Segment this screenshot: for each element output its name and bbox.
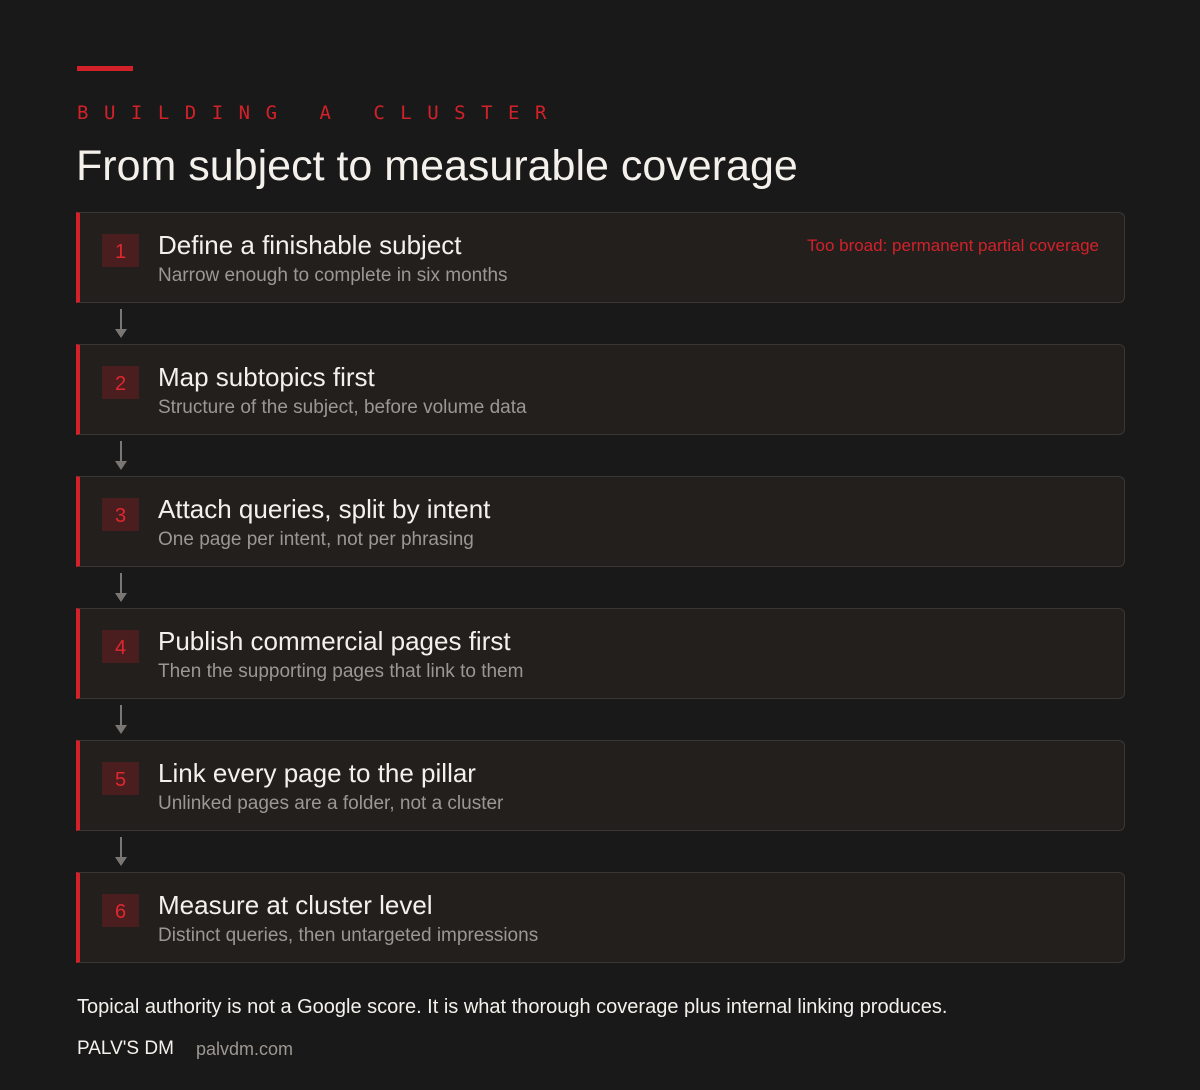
- step-subtitle: One page per intent, not per phrasing: [158, 529, 474, 550]
- step-title: Attach queries, split by intent: [158, 494, 491, 524]
- step-subtitle: Unlinked pages are a folder, not a cluster: [158, 793, 504, 814]
- step-card-6: [76, 872, 1125, 963]
- step-title: Map subtopics first: [158, 362, 375, 392]
- step-card-5: [76, 740, 1125, 831]
- step-number-badge: 3: [102, 498, 139, 531]
- footer-statement: Topical authority is not a Google score. It is what thorough coverage plus internal linking produces.: [77, 996, 948, 1018]
- step-number-badge: 4: [102, 630, 139, 663]
- step-subtitle: Distinct queries, then untargeted impressions: [158, 925, 539, 946]
- down-arrow-icon: [76, 303, 1125, 344]
- step-number-badge: 6: [102, 894, 139, 927]
- page-title: From subject to measurable coverage: [76, 142, 798, 190]
- step-number-badge: 5: [102, 762, 139, 795]
- step-title: Link every page to the pillar: [158, 758, 476, 788]
- step-warning-note: Too broad: permanent partial coverage: [806, 236, 1099, 255]
- down-arrow-icon: [76, 699, 1125, 740]
- down-arrow-icon: [76, 567, 1125, 608]
- step-title: Define a finishable subject: [158, 230, 462, 260]
- step-card-1: [76, 212, 1125, 303]
- step-title: Measure at cluster level: [158, 890, 433, 920]
- step-flow: [76, 212, 1125, 963]
- step-card-3: [76, 476, 1125, 567]
- eyebrow-label: BUILDING A CLUSTER: [77, 102, 562, 124]
- step-card-2: [76, 344, 1125, 435]
- step-number-badge: 1: [102, 234, 139, 267]
- down-arrow-icon: [76, 831, 1125, 872]
- accent-bar: [77, 66, 133, 71]
- step-subtitle: Narrow enough to complete in six months: [158, 265, 508, 286]
- brand-name: PALV'S DM: [77, 1038, 174, 1059]
- site-url: palvdm.com: [196, 1039, 294, 1059]
- step-subtitle: Then the supporting pages that link to them: [158, 661, 524, 682]
- step-number-badge: 2: [102, 366, 139, 399]
- step-title: Publish commercial pages first: [158, 626, 511, 656]
- step-subtitle: Structure of the subject, before volume data: [158, 397, 527, 418]
- down-arrow-icon: [76, 435, 1125, 476]
- step-card-4: [76, 608, 1125, 699]
